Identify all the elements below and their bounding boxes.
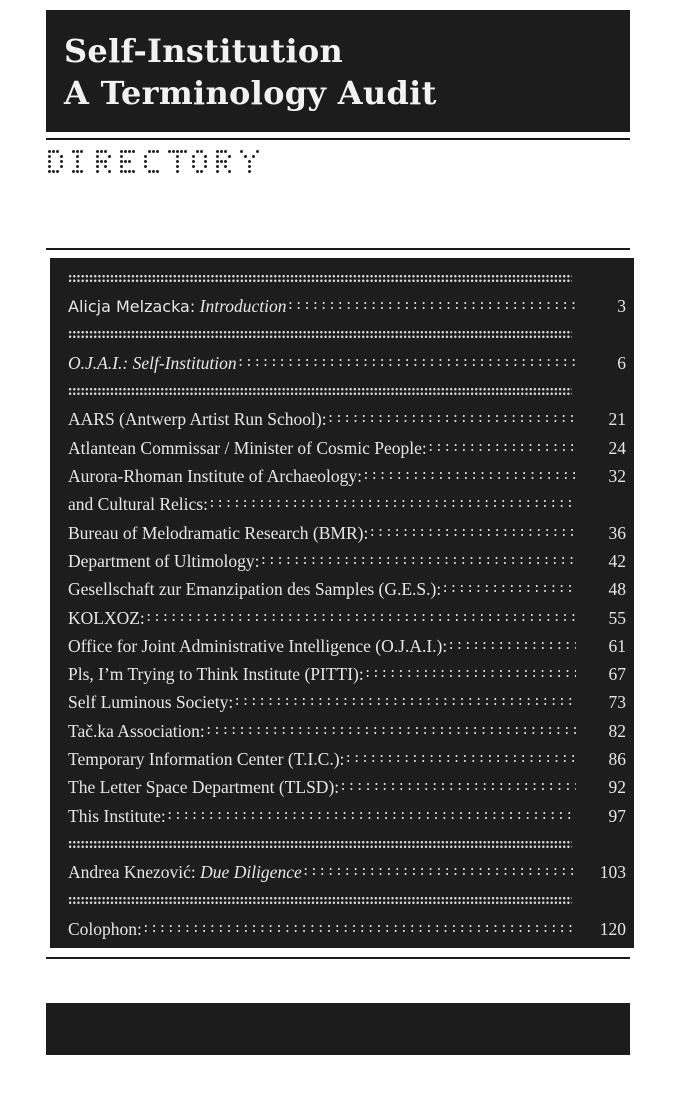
title-line-2: A Terminology Audit xyxy=(64,74,437,112)
dotted-separator xyxy=(68,887,634,915)
toc-entry-text xyxy=(68,717,205,745)
dot-leader xyxy=(233,688,576,716)
toc-entry-text xyxy=(68,434,427,462)
toc-entry-label: Pls, I’m Trying to Think Institute (PITTI): xyxy=(68,664,364,685)
toc-entry-text xyxy=(68,660,364,688)
toc-page-number: 42 xyxy=(608,550,626,571)
toc-entry xyxy=(68,915,576,943)
toc-entry-author: Andrea Knezović: xyxy=(68,862,196,883)
toc-entry-title: Self-Institution xyxy=(132,352,237,373)
toc-entry-label: This Institute: xyxy=(68,805,166,826)
toc-entry xyxy=(68,802,576,830)
toc-entry xyxy=(68,660,576,688)
toc-entry-row[interactable] xyxy=(68,519,634,547)
toc-page-number: 67 xyxy=(608,664,626,685)
title-block xyxy=(46,10,630,132)
toc-entry-label: Department of Ultimology: xyxy=(68,550,260,571)
dot-leader xyxy=(364,660,576,688)
toc-page-number: 48 xyxy=(608,579,626,600)
toc-entry-row[interactable] xyxy=(68,349,634,377)
toc-entry-row[interactable] xyxy=(68,660,634,688)
toc-page-number: 73 xyxy=(608,692,626,713)
toc-entry-text xyxy=(68,858,302,886)
dot-leader xyxy=(362,462,576,490)
toc-entry xyxy=(68,717,576,745)
toc-entry-row[interactable] xyxy=(68,632,634,660)
toc-entry-text xyxy=(68,802,166,830)
title-line-1: Self-Institution xyxy=(64,32,344,70)
toc-entry-row[interactable] xyxy=(68,915,634,943)
toc-entry xyxy=(68,773,576,801)
dot-leader xyxy=(447,632,576,660)
toc-page-number: 103 xyxy=(599,862,626,883)
toc-page-number: 97 xyxy=(608,805,626,826)
toc-entry-row[interactable] xyxy=(68,547,634,575)
toc-entry xyxy=(68,292,576,321)
toc-page-number: 3 xyxy=(617,296,626,317)
dot-leader xyxy=(368,519,576,547)
dot-matrix-letter xyxy=(216,150,235,190)
toc-entry xyxy=(68,547,576,575)
dot-leader xyxy=(302,858,576,886)
dot-leader xyxy=(441,575,576,603)
toc-entry-row[interactable] xyxy=(68,292,634,320)
toc-entry-row[interactable] xyxy=(68,462,634,490)
toc-entry-label: Bureau of Melodramatic Research (BMR): xyxy=(68,522,369,543)
toc-entry-label: AARS (Antwerp Artist Run School): xyxy=(68,409,327,430)
mid-rule xyxy=(46,248,630,250)
toc-entry-text xyxy=(68,745,344,773)
toc-page-number: 120 xyxy=(599,918,626,939)
toc-entry-label: Gesellschaft zur Emanzipation des Samples (G.E.S.): xyxy=(68,579,442,600)
toc-entry-row[interactable] xyxy=(68,858,634,886)
toc-entry-label: The Letter Space Department (TLSD): xyxy=(68,777,340,798)
separator-dots xyxy=(68,330,572,339)
dot-leader xyxy=(208,490,576,518)
toc-page-number: 61 xyxy=(608,635,626,656)
toc-entry-row[interactable] xyxy=(68,490,634,518)
dot-matrix-letter xyxy=(120,150,139,190)
dot-matrix-letter xyxy=(240,150,259,190)
toc-page-number: 92 xyxy=(608,777,626,798)
toc-entry-label: Self Luminous Society: xyxy=(68,692,234,713)
dot-matrix-letter xyxy=(192,150,211,190)
toc-entry xyxy=(68,858,576,886)
top-rule xyxy=(46,138,630,140)
toc-entry xyxy=(68,632,576,660)
toc-entry xyxy=(68,575,576,603)
toc-entry xyxy=(68,349,576,377)
toc-page-number: 32 xyxy=(608,466,626,487)
toc-entry-row[interactable] xyxy=(68,688,634,716)
toc-entry-text xyxy=(68,604,145,632)
dot-leader xyxy=(260,547,577,575)
toc-entry-label: Aurora-Rhoman Institute of Archaeology: xyxy=(68,466,363,487)
separator-dots xyxy=(68,274,572,283)
separator-dots xyxy=(68,387,572,396)
toc-entry-text xyxy=(68,349,237,377)
dot-leader xyxy=(427,434,576,462)
dot-matrix-letter xyxy=(72,150,91,190)
toc-entry-text xyxy=(68,405,327,433)
dot-leader xyxy=(237,349,576,377)
toc-page-number: 24 xyxy=(608,437,626,458)
toc-entry-text xyxy=(68,575,441,603)
toc-entry xyxy=(68,688,576,716)
toc-entry-row[interactable] xyxy=(68,802,634,830)
toc-page-number: 86 xyxy=(608,749,626,770)
toc-entry xyxy=(68,490,576,518)
toc-entry-title: Due Diligence xyxy=(200,862,302,883)
toc-page-number: 36 xyxy=(608,522,626,543)
dot-leader xyxy=(327,405,576,433)
dot-leader xyxy=(205,717,576,745)
toc-entry-text xyxy=(68,773,339,801)
toc-entry-label: Office for Joint Administrative Intelligence (O.J.A.I.): xyxy=(68,635,448,656)
dotted-separator xyxy=(68,830,634,858)
toc-entry-author: Alicja Melzacka: xyxy=(68,297,196,317)
dotted-separator xyxy=(68,377,634,405)
toc-page-number: 21 xyxy=(608,409,626,430)
toc-entry xyxy=(68,604,576,632)
toc-page-number: 6 xyxy=(617,352,626,373)
toc-entry-row[interactable] xyxy=(68,604,634,632)
dot-leader xyxy=(339,773,576,801)
dot-leader xyxy=(142,915,576,943)
toc-entry-text xyxy=(68,915,142,943)
separator-dots xyxy=(68,896,572,905)
lower-rule xyxy=(46,957,630,959)
dot-leader xyxy=(344,745,576,773)
toc-entry xyxy=(68,745,576,773)
toc-entry-row[interactable] xyxy=(68,405,634,433)
toc-entry-author: O.J.A.I.: xyxy=(68,352,129,373)
toc-entry-text xyxy=(68,632,447,660)
dotted-separator xyxy=(68,264,634,292)
dot-leader xyxy=(166,802,576,830)
directory-heading xyxy=(48,150,259,190)
toc-entry-text xyxy=(68,519,368,547)
dotted-separator xyxy=(68,321,634,349)
toc-entry-row[interactable] xyxy=(68,745,634,773)
toc-entry-text xyxy=(68,490,208,518)
toc-entry-text xyxy=(68,688,233,716)
dot-matrix-letter xyxy=(96,150,115,190)
dot-matrix-letter xyxy=(144,150,163,190)
dot-matrix-letter xyxy=(48,150,67,190)
toc-entry-label: Tač.ka Association: xyxy=(68,720,205,741)
toc-entry-label: Temporary Information Center (T.I.C.): xyxy=(68,749,345,770)
dot-leader xyxy=(145,604,576,632)
toc-entry-row[interactable] xyxy=(68,575,634,603)
table-of-contents xyxy=(50,258,634,948)
separator-dots xyxy=(68,840,572,849)
footer-bar xyxy=(46,1003,630,1055)
toc-entry-text xyxy=(68,462,362,490)
toc-entry-text xyxy=(68,547,260,575)
toc-entry-text xyxy=(68,292,286,321)
toc-entry-row[interactable] xyxy=(68,434,634,462)
toc-entry-label: KOLXOZ: xyxy=(68,607,145,628)
toc-entry-title: Introduction xyxy=(199,296,287,317)
toc-entry xyxy=(68,519,576,547)
toc-entry-row[interactable] xyxy=(68,773,634,801)
dot-matrix-letter xyxy=(168,150,187,190)
toc-entry xyxy=(68,434,576,462)
dot-leader xyxy=(286,292,576,321)
toc-page-number: 55 xyxy=(608,607,626,628)
toc-page-number: 82 xyxy=(608,720,626,741)
toc-entry-label: Atlantean Commissar / Minister of Cosmic People: xyxy=(68,437,427,458)
toc-entry xyxy=(68,462,576,490)
toc-entry-row[interactable] xyxy=(68,717,634,745)
toc-entry-label: Colophon: xyxy=(68,918,142,939)
toc-entry xyxy=(68,405,576,433)
toc-entry-label: and Cultural Relics: xyxy=(68,494,208,515)
